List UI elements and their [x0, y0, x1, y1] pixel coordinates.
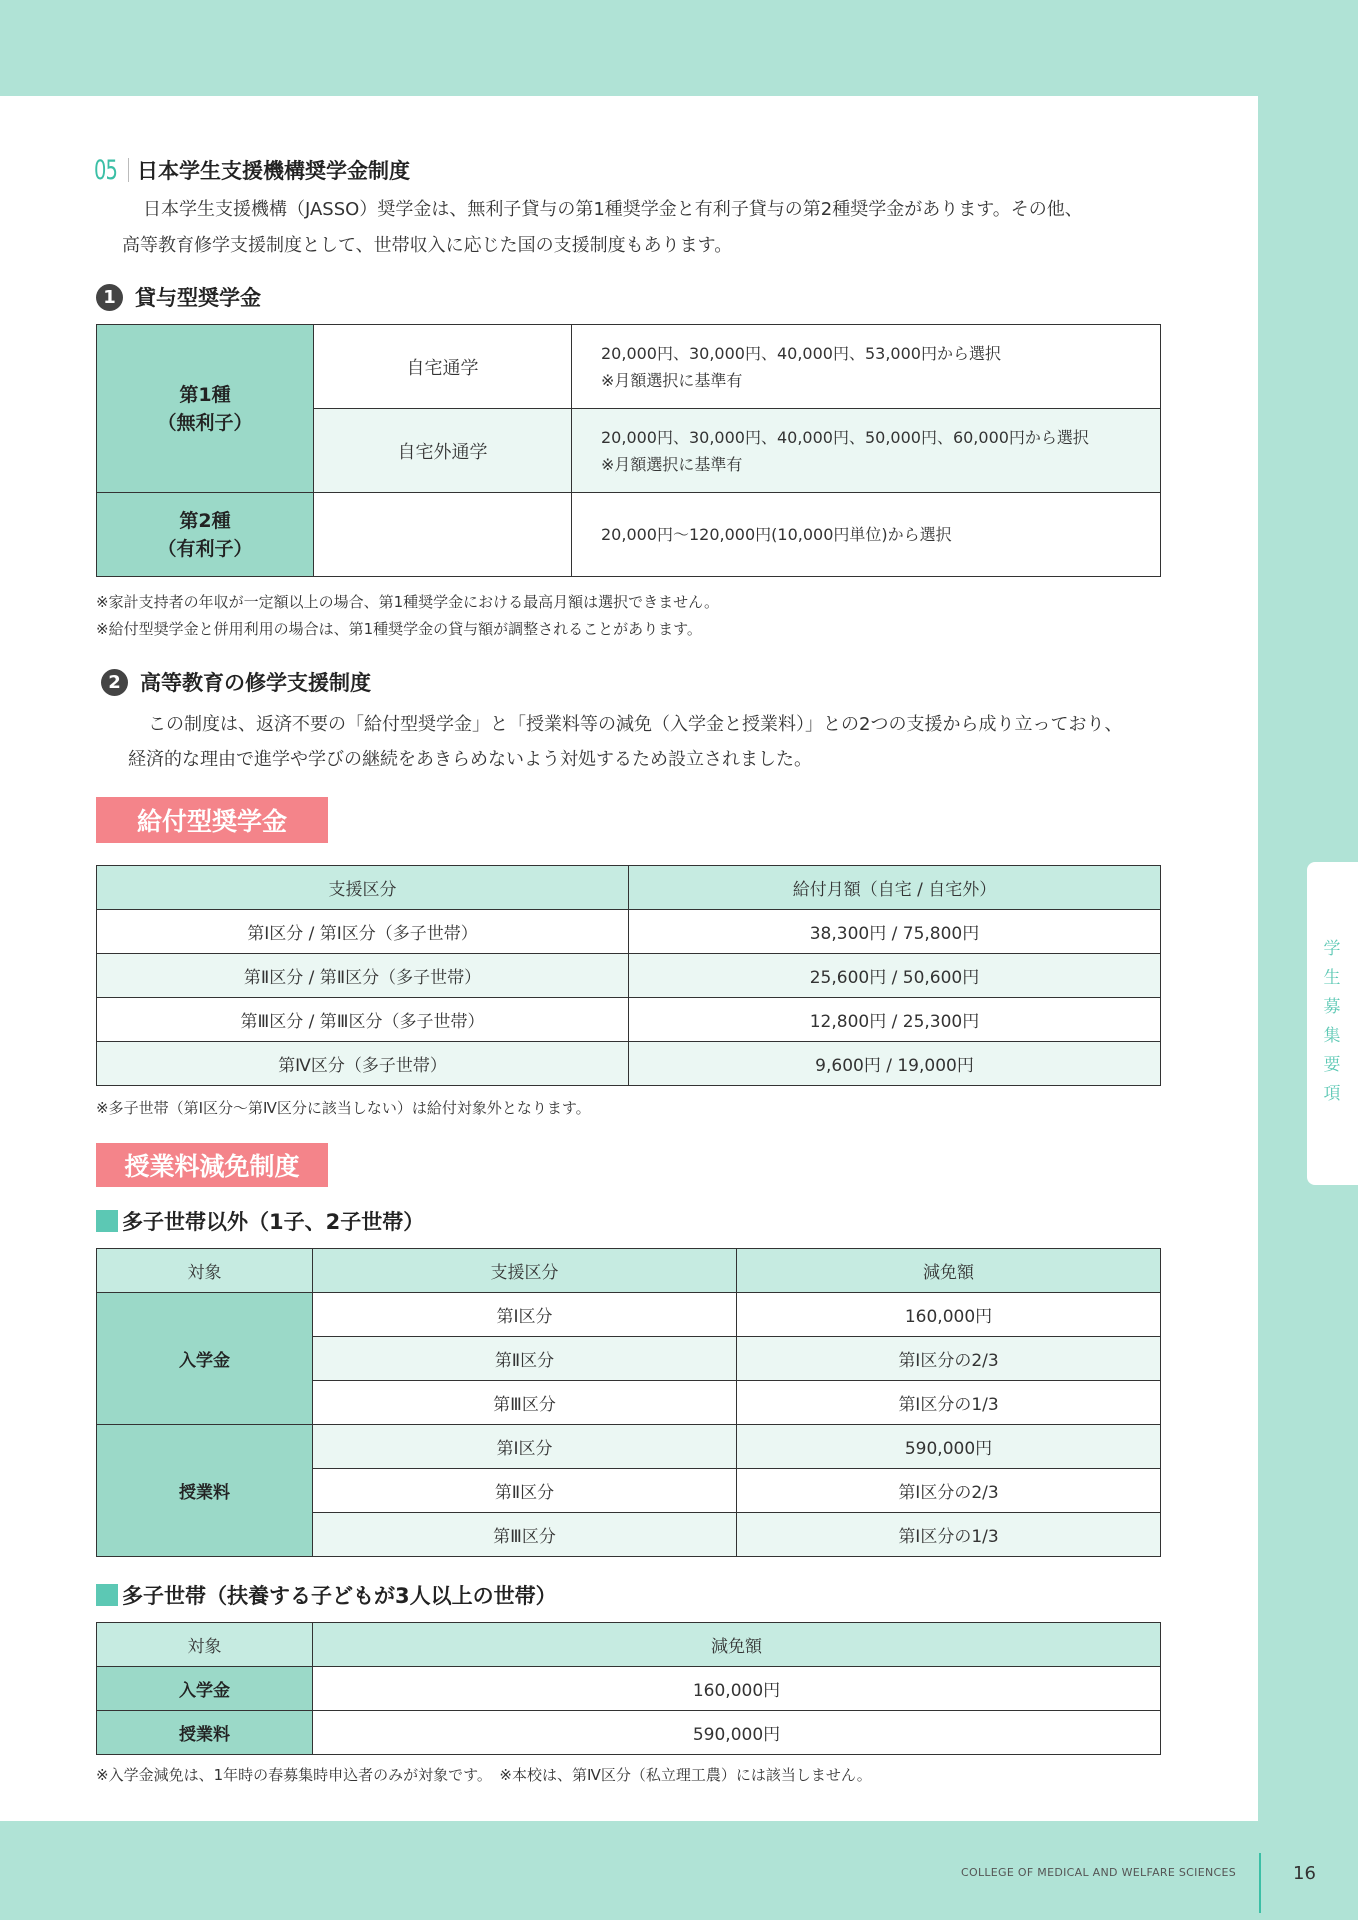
support-title: 高等教育の修学支援制度	[140, 671, 371, 695]
loan-note: ※家計支持者の年収が一定額以上の場合、第1種奨学金における最高月額は選択できません。	[96, 593, 720, 611]
home-commute-label: 自宅通学	[314, 325, 572, 409]
multi-header-target: 対象	[97, 1623, 313, 1667]
type2-sublabel: （有利子）	[157, 537, 253, 560]
grant-badge: 給付型奨学金	[96, 797, 328, 843]
number-1-icon: 1	[96, 284, 123, 311]
tuition-amount: 第Ⅰ区分の1/3	[737, 1513, 1161, 1557]
grant-amount: 12,800円 / 25,300円	[629, 998, 1161, 1042]
side-tab-char: 学	[1323, 939, 1341, 959]
tuition-amount: 590,000円	[737, 1425, 1161, 1469]
away-amounts: 20,000円、30,000円、40,000円、50,000円、60,000円から選択	[601, 427, 1089, 447]
away-commute-label: 自宅外通学	[314, 409, 572, 493]
grant-note: ※多子世帯（第Ⅰ区分～第Ⅳ区分に該当しない）は給付対象外となります。	[96, 1099, 591, 1117]
square-bullet-icon	[96, 1210, 118, 1232]
support-desc-line1: この制度は、返済不要の「給付型奨学金」と「授業料等の減免（入学金と授業料）」との2つの支援から成り立っており、	[148, 714, 1123, 735]
home-commute-detail	[572, 325, 1161, 409]
page-number: 16	[1293, 1863, 1316, 1884]
loan-notes	[96, 589, 719, 643]
loan-title: 貸与型奨学金	[135, 286, 261, 310]
tuition-category: 第Ⅱ区分	[313, 1469, 737, 1513]
admission-category: 第Ⅱ区分	[313, 1337, 737, 1381]
tuition-general-table	[96, 1248, 1161, 1557]
multi-tuition-amount: 590,000円	[313, 1711, 1161, 1755]
home-amounts: 20,000円、30,000円、40,000円、53,000円から選択	[601, 343, 1001, 363]
general-title: 多子世帯以外（1子、2子世帯）	[122, 1210, 425, 1234]
section-divider	[128, 158, 129, 182]
multi-heading	[96, 1580, 557, 1610]
tuition-badge: 授業料減免制度	[96, 1143, 328, 1187]
support-heading	[101, 667, 371, 697]
tuition-multi-table	[96, 1622, 1161, 1755]
section-heading	[94, 155, 410, 185]
side-tab-char: 集	[1323, 1026, 1341, 1046]
general-header-target: 対象	[97, 1249, 313, 1293]
loan-heading	[96, 282, 261, 312]
general-heading	[96, 1206, 424, 1236]
type2-label-cell	[97, 493, 314, 577]
side-tab-char: 項	[1323, 1084, 1341, 1104]
section-intro-line1: 日本学生支援機構（JASSO）奨学金は、無利子貸与の第1種奨学金と有利子貸与の第2種奨学金があります。その他、	[143, 199, 1083, 220]
grant-amount: 25,600円 / 50,600円	[629, 954, 1161, 998]
admission-category: 第Ⅰ区分	[313, 1293, 737, 1337]
away-criteria-note: ※月額選択に基準有	[601, 454, 743, 474]
square-bullet-icon	[96, 1584, 118, 1606]
grant-category: 第Ⅲ区分 / 第Ⅲ区分（多子世帯）	[97, 998, 629, 1042]
admission-amount: 160,000円	[737, 1293, 1161, 1337]
tuition-category: 第Ⅲ区分	[313, 1513, 737, 1557]
general-header-category: 支援区分	[313, 1249, 737, 1293]
grant-amount: 38,300円 / 75,800円	[629, 910, 1161, 954]
grant-category: 第Ⅳ区分（多子世帯）	[97, 1042, 629, 1086]
grant-header-amount: 給付月額（自宅 / 自宅外）	[629, 866, 1161, 910]
multi-header-amount: 減免額	[313, 1623, 1161, 1667]
tuition-category: 第Ⅰ区分	[313, 1425, 737, 1469]
college-name: COLLEGE OF MEDICAL AND WELFARE SCIENCES	[961, 1866, 1236, 1879]
home-criteria-note: ※月額選択に基準有	[601, 370, 743, 390]
type2-empty-cell	[314, 493, 572, 577]
support-desc-line2: 経済的な理由で進学や学びの継続をあきらめないよう対処するため設立されました。	[128, 749, 812, 770]
section-number: 05	[94, 154, 118, 186]
type2-label: 第2種	[179, 509, 231, 532]
side-tab-char: 要	[1323, 1055, 1341, 1075]
admission-amount: 第Ⅰ区分の2/3	[737, 1337, 1161, 1381]
type2-detail: 20,000円～120,000円(10,000円単位)から選択	[572, 493, 1161, 577]
away-commute-detail	[572, 409, 1161, 493]
grant-table	[96, 865, 1161, 1086]
side-tab-label	[1322, 935, 1342, 1109]
loan-note: ※給付型奨学金と併用利用の場合は、第1種奨学金の貸与額が調整されることがあります。	[96, 620, 702, 638]
type1-label: 第1種	[179, 383, 231, 406]
side-tab-char: 生	[1323, 968, 1341, 988]
grant-category: 第Ⅰ区分 / 第Ⅰ区分（多子世帯）	[97, 910, 629, 954]
grant-category: 第Ⅱ区分 / 第Ⅱ区分（多子世帯）	[97, 954, 629, 998]
loan-table	[96, 324, 1161, 577]
grant-header-category: 支援区分	[97, 866, 629, 910]
type1-label-cell	[97, 325, 314, 493]
multi-tuition-label: 授業料	[97, 1711, 313, 1755]
grant-amount: 9,600円 / 19,000円	[629, 1042, 1161, 1086]
general-header-amount: 減免額	[737, 1249, 1161, 1293]
tuition-label: 授業料	[97, 1425, 313, 1557]
section-intro-line2: 高等教育修学支援制度として、世帯収入に応じた国の支援制度もあります。	[122, 235, 733, 256]
type1-sublabel: （無利子）	[157, 411, 253, 434]
admission-label: 入学金	[97, 1293, 313, 1425]
multi-admission-amount: 160,000円	[313, 1667, 1161, 1711]
tuition-amount: 第Ⅰ区分の2/3	[737, 1469, 1161, 1513]
section-title: 日本学生支援機構奨学金制度	[137, 159, 410, 183]
number-2-icon: 2	[101, 669, 128, 696]
admission-category: 第Ⅲ区分	[313, 1381, 737, 1425]
tuition-note: ※入学金減免は、1年時の春募集時申込者のみが対象です。 ※本校は、第Ⅳ区分（私立理工農）には該当しません。	[96, 1766, 872, 1784]
multi-admission-label: 入学金	[97, 1667, 313, 1711]
multi-title: 多子世帯（扶養する子どもが3人以上の世帯）	[122, 1584, 557, 1608]
side-tab-char: 募	[1323, 997, 1341, 1017]
footer-divider	[1259, 1853, 1261, 1913]
admission-amount: 第Ⅰ区分の1/3	[737, 1381, 1161, 1425]
